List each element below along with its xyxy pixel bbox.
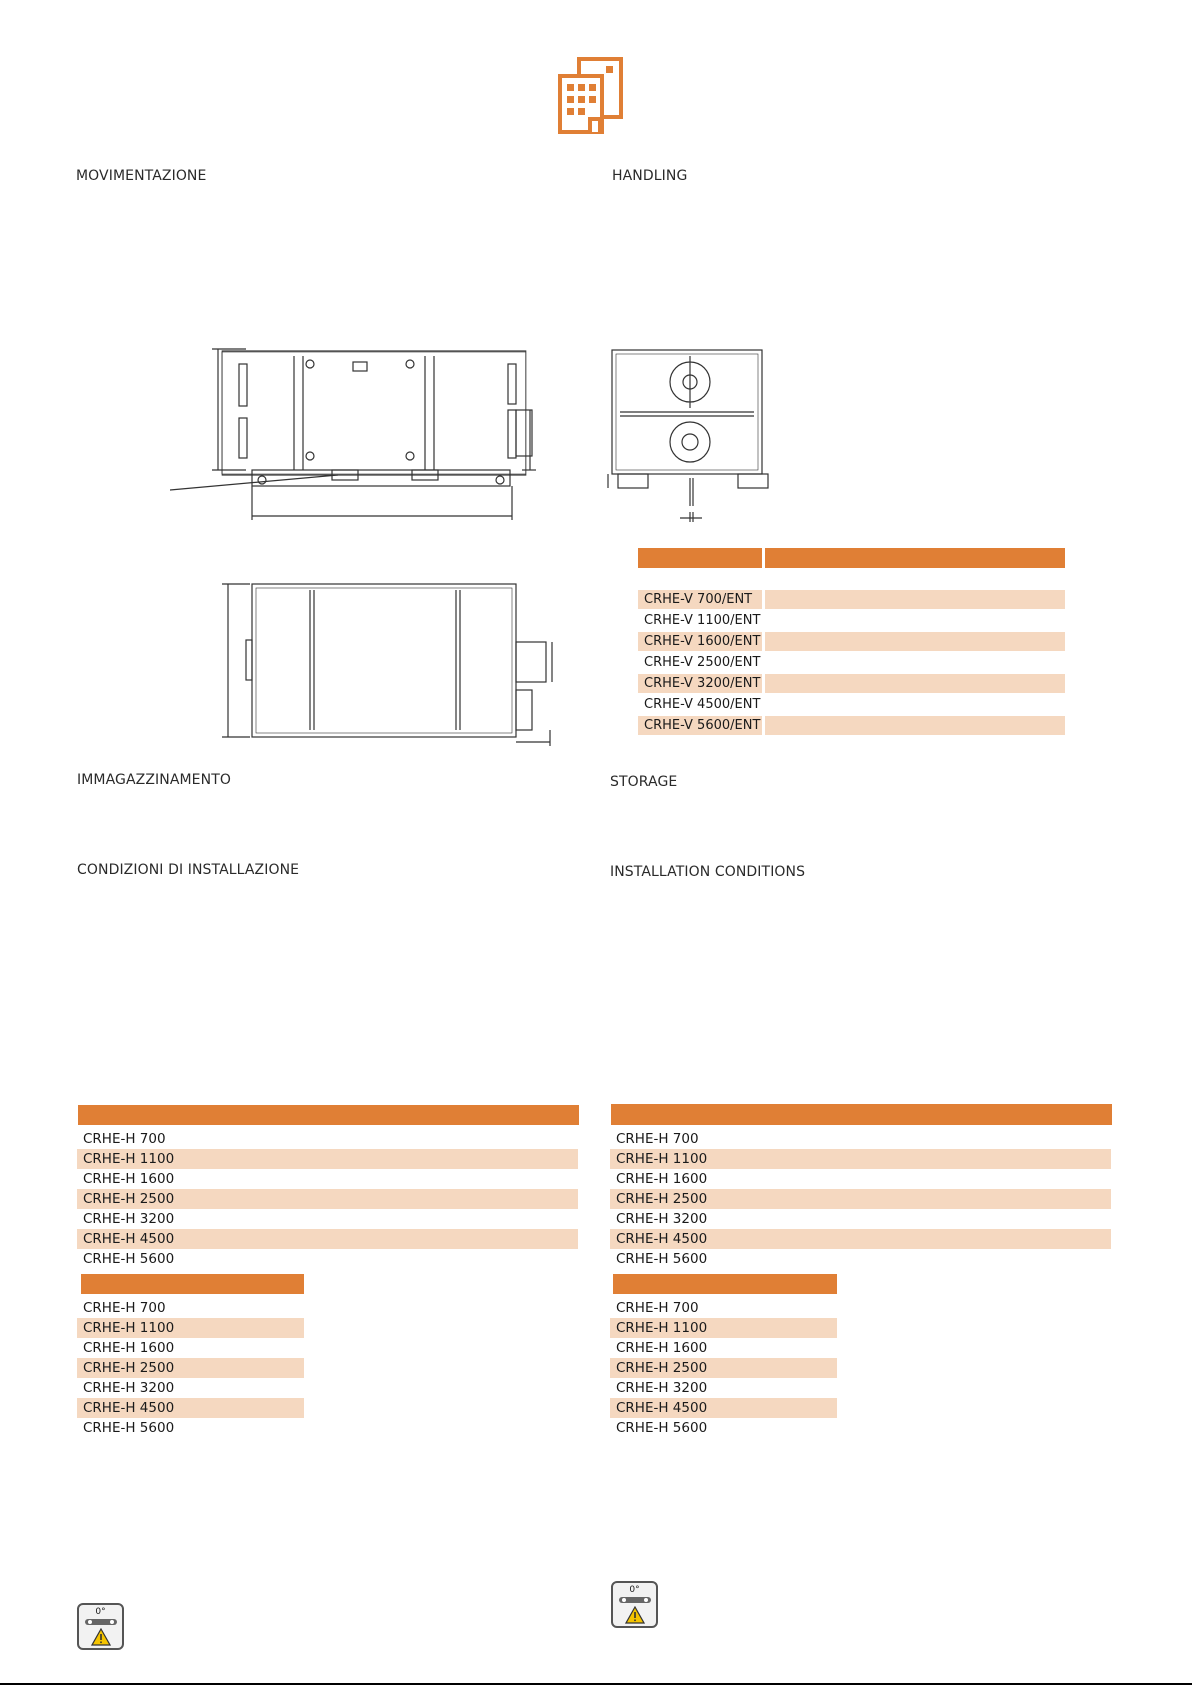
right-wide-row-5: CRHE-H 3200	[616, 1211, 708, 1227]
heading-storage-en: STORAGE	[610, 774, 678, 790]
right-narrow-table-header	[613, 1274, 837, 1294]
level-warning-icon-right	[611, 1581, 658, 1628]
right-narrow-row-3: CRHE-H 1600	[616, 1340, 708, 1356]
right-wide-row-4: CRHE-H 2500	[610, 1189, 1111, 1209]
level-warning-icon-left	[77, 1603, 124, 1650]
vertical-model-name: CRHE-V 1100/ENT	[644, 613, 761, 628]
left-narrow-table-header	[81, 1274, 304, 1294]
right-narrow-row-5: CRHE-H 3200	[616, 1380, 708, 1396]
left-narrow-row-2: CRHE-H 1100	[77, 1318, 304, 1338]
level-bar-icon	[85, 1618, 117, 1626]
heading-install-it: CONDIZIONI DI INSTALLAZIONE	[77, 862, 300, 878]
left-narrow-row-3: CRHE-H 1600	[83, 1340, 175, 1356]
unit-side-view-drawing	[604, 346, 774, 528]
right-wide-table-header	[611, 1104, 1112, 1125]
unit-top-view-drawing	[222, 580, 562, 750]
right-narrow-row-6: CRHE-H 4500	[610, 1398, 837, 1418]
left-wide-row-7: CRHE-H 5600	[83, 1251, 175, 1267]
vertical-table-header-col2	[765, 548, 1065, 568]
level-bar-icon	[619, 1596, 651, 1604]
left-narrow-row-4: CRHE-H 2500	[77, 1358, 304, 1378]
right-narrow-row-1: CRHE-H 700	[616, 1300, 699, 1316]
right-wide-row-2: CRHE-H 1100	[610, 1149, 1111, 1169]
right-narrow-row-2: CRHE-H 1100	[610, 1318, 837, 1338]
right-wide-row-7: CRHE-H 5600	[616, 1251, 708, 1267]
warning-triangle-icon	[91, 1628, 111, 1646]
vertical-model-name: CRHE-V 2500/ENT	[644, 655, 761, 670]
left-wide-table-header	[78, 1105, 579, 1125]
vertical-row-2	[638, 611, 1065, 630]
left-narrow-row-6: CRHE-H 4500	[77, 1398, 304, 1418]
left-wide-row-3: CRHE-H 1600	[83, 1171, 175, 1187]
heading-storage-it: IMMAGAZZINAMENTO	[77, 772, 231, 788]
right-narrow-row-7: CRHE-H 5600	[616, 1420, 708, 1436]
heading-install-en: INSTALLATION CONDITIONS	[610, 864, 806, 880]
vertical-row-5-divider	[762, 674, 765, 693]
left-wide-row-6: CRHE-H 4500	[77, 1229, 578, 1249]
vertical-model-name: CRHE-V 3200/ENT	[644, 676, 761, 691]
angle-label: 0°	[95, 1607, 106, 1617]
left-narrow-row-7: CRHE-H 5600	[83, 1420, 175, 1436]
vertical-row-6	[638, 695, 1065, 714]
vertical-row-1-divider	[762, 590, 765, 609]
unit-front-view-drawing	[170, 344, 580, 529]
vertical-table-header-col1	[638, 548, 762, 568]
right-wide-row-1: CRHE-H 700	[616, 1131, 699, 1147]
left-wide-row-5: CRHE-H 3200	[83, 1211, 175, 1227]
left-narrow-row-1: CRHE-H 700	[83, 1300, 166, 1316]
vertical-row-4	[638, 653, 1065, 672]
vertical-row-1	[638, 590, 1065, 609]
warning-triangle-icon	[625, 1606, 645, 1624]
left-narrow-row-5: CRHE-H 3200	[83, 1380, 175, 1396]
vertical-model-name: CRHE-V 1600/ENT	[644, 634, 761, 649]
vertical-row-3-divider	[762, 632, 765, 651]
vertical-row-3	[638, 632, 1065, 651]
right-wide-row-3: CRHE-H 1600	[616, 1171, 708, 1187]
right-narrow-row-4: CRHE-H 2500	[610, 1358, 837, 1378]
heading-handling-it: MOVIMENTAZIONE	[76, 168, 207, 184]
vertical-model-name: CRHE-V 5600/ENT	[644, 718, 761, 733]
right-wide-row-6: CRHE-H 4500	[610, 1229, 1111, 1249]
left-wide-row-4: CRHE-H 2500	[77, 1189, 578, 1209]
vertical-row-7-divider	[762, 716, 765, 735]
heading-handling-en: HANDLING	[612, 168, 688, 184]
vertical-model-name: CRHE-V 700/ENT	[644, 592, 753, 607]
left-wide-row-1: CRHE-H 700	[83, 1131, 166, 1147]
left-wide-row-2: CRHE-H 1100	[77, 1149, 578, 1169]
vertical-row-5	[638, 674, 1065, 693]
building-logo-icon	[557, 56, 627, 134]
vertical-model-name: CRHE-V 4500/ENT	[644, 697, 761, 712]
angle-label: 0°	[629, 1585, 640, 1595]
vertical-row-7	[638, 716, 1065, 735]
